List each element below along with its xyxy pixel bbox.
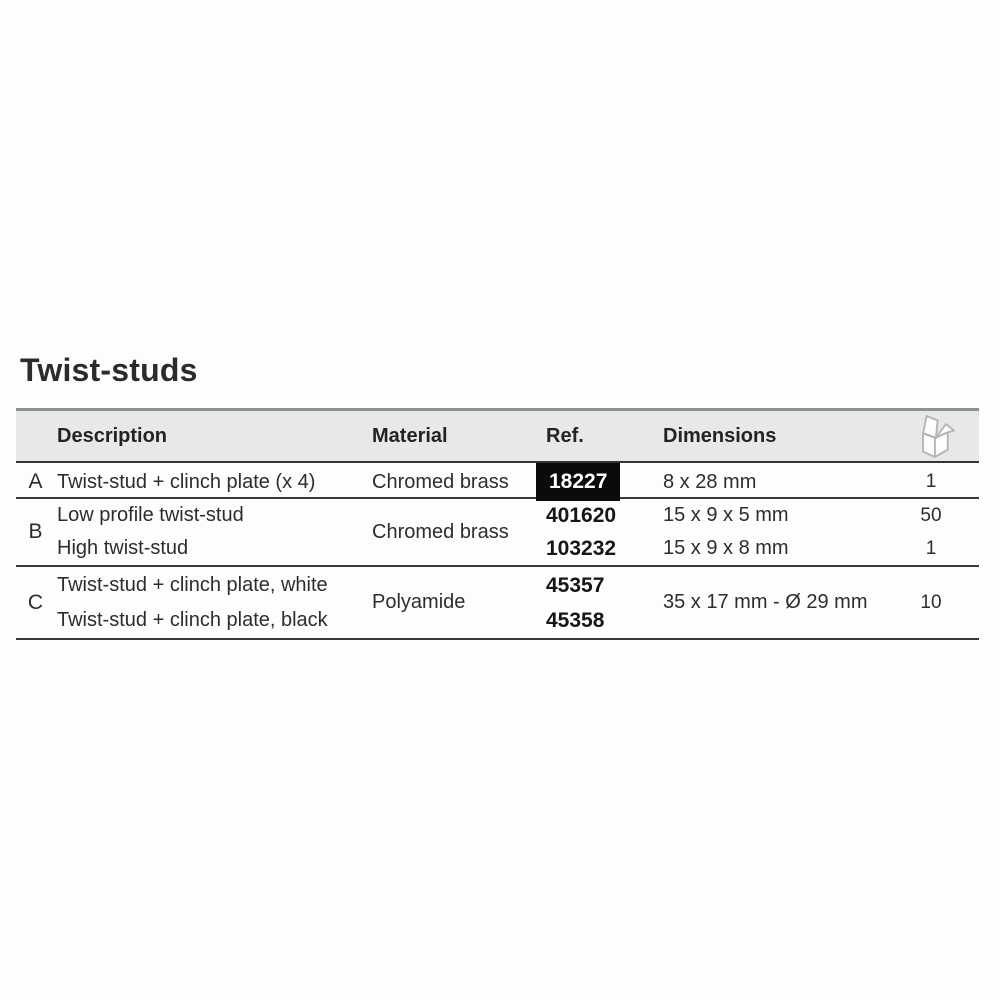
row-letter: B xyxy=(28,520,43,543)
page-title: Twist-studs xyxy=(20,352,198,388)
material-cell: Chromed brass xyxy=(372,470,509,493)
dimensions-line: 15 x 9 x 5 mm xyxy=(663,504,789,526)
table-row xyxy=(16,463,979,499)
table-header-row xyxy=(16,408,979,463)
material-cell: Chromed brass xyxy=(372,520,509,543)
description-line: Twist-stud + clinch plate, black xyxy=(57,608,328,631)
header-description: Description xyxy=(57,424,168,447)
ref-cell xyxy=(546,463,660,501)
ref-highlight-badge: 18227 xyxy=(536,463,620,501)
dimensions-cell: 8 x 28 mm xyxy=(663,470,757,493)
ref-value: 45358 xyxy=(546,608,605,632)
header-qty-cell xyxy=(905,413,979,459)
table-row xyxy=(16,567,979,640)
description-line: Low profile twist-stud xyxy=(57,504,244,526)
row-letter: C xyxy=(27,590,44,614)
qty-cell: 1 xyxy=(925,471,937,492)
qty-value: 1 xyxy=(925,538,937,559)
open-box-package-icon xyxy=(913,413,955,459)
row-letter: A xyxy=(28,470,43,493)
table-row xyxy=(16,499,979,567)
ref-value: 45357 xyxy=(546,573,605,597)
dimensions-line: 15 x 9 x 8 mm xyxy=(663,537,789,559)
ref-cell xyxy=(546,568,660,638)
description-line: High twist-stud xyxy=(57,537,189,559)
description-cell: Twist-stud + clinch plate (x 4) xyxy=(57,470,316,493)
qty-value: 50 xyxy=(920,505,942,526)
material-cell: Polyamide xyxy=(372,591,466,613)
description-cell xyxy=(55,568,371,638)
dimensions-cell xyxy=(660,499,905,565)
dimensions-cell: 35 x 17 mm - Ø 29 mm xyxy=(663,591,868,613)
description-cell xyxy=(55,499,371,565)
header-ref: Ref. xyxy=(546,424,584,447)
ref-cell xyxy=(546,499,660,565)
product-table xyxy=(16,408,979,640)
ref-value: 103232 xyxy=(546,537,617,560)
header-dimensions: Dimensions xyxy=(663,424,777,447)
header-material: Material xyxy=(372,424,448,447)
qty-cell xyxy=(905,499,979,565)
description-line: Twist-stud + clinch plate, white xyxy=(57,573,328,596)
ref-value: 401620 xyxy=(546,504,617,527)
qty-cell: 10 xyxy=(920,591,942,613)
